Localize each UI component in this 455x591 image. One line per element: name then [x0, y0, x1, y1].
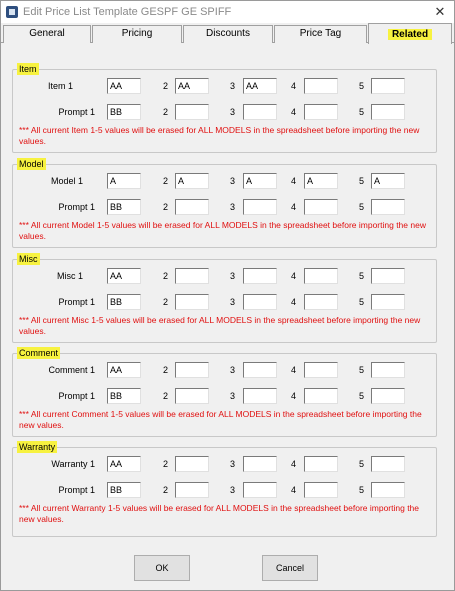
comment-prompt-field-4[interactable]: [304, 388, 338, 404]
column-number: 2: [163, 176, 169, 186]
group-comment: [12, 348, 437, 437]
misc-value-field-1[interactable]: AA: [107, 268, 141, 284]
warranty-value-field-4[interactable]: [304, 456, 338, 472]
tab-discounts[interactable]: [183, 25, 273, 43]
item-prompt-field-5[interactable]: [371, 104, 405, 120]
model-value-field-3[interactable]: A: [243, 173, 277, 189]
comment-prompt-field-2[interactable]: [175, 388, 209, 404]
group-model: [12, 159, 437, 248]
misc-prompt-field-3[interactable]: [243, 294, 277, 310]
prompt-label: Prompt 1: [58, 391, 95, 401]
model-value-field-5[interactable]: A: [371, 173, 405, 189]
column-number: 4: [291, 271, 297, 281]
group-title: Item: [19, 64, 37, 74]
misc-value-field-4[interactable]: [304, 268, 338, 284]
column-number: 5: [359, 365, 365, 375]
warning-text: *** All current Model 1-5 values will be erased for ALL MODELS in the spreadsheet before importing the new values.: [19, 220, 426, 241]
tab-strip: [1, 23, 454, 43]
warranty-value-field-3[interactable]: [243, 456, 277, 472]
warning-text: *** All current Comment 1-5 values will be erased for ALL MODELS in the spreadsheet before importing the new values.: [19, 409, 422, 430]
column-number: 5: [359, 459, 365, 469]
tab-label: Pricing: [121, 28, 153, 39]
misc-value-field-5[interactable]: [371, 268, 405, 284]
model-value-field-1[interactable]: A: [107, 173, 141, 189]
title-bar: [1, 1, 454, 23]
tab-general[interactable]: [3, 25, 91, 43]
column-number: 4: [291, 107, 297, 117]
column-number: 2: [163, 81, 169, 91]
column-number: 3: [230, 485, 236, 495]
prompt-label: Prompt 1: [58, 297, 95, 307]
column-number: 5: [359, 485, 365, 495]
misc-prompt-field-4[interactable]: [304, 294, 338, 310]
item-prompt-field-4[interactable]: [304, 104, 338, 120]
window-title: Edit Price List Template GESPF GE SPIFF: [23, 6, 232, 18]
prompt-label: Prompt 1: [58, 485, 95, 495]
warning-text: *** All current Misc 1-5 values will be erased for ALL MODELS in the spreadsheet before importing the new values.: [19, 315, 421, 336]
warranty-prompt-field-1[interactable]: BB: [107, 482, 141, 498]
column-number: 4: [291, 365, 297, 375]
warning-text: *** All current Item 1-5 values will be erased for ALL MODELS in the spreadsheet before importing the new values.: [19, 125, 420, 146]
row-label: Item 1: [47, 81, 73, 91]
tab-price-tag[interactable]: [274, 25, 367, 43]
column-number: 3: [230, 202, 236, 212]
model-value-field-4[interactable]: A: [304, 173, 338, 189]
group-title: Comment: [19, 348, 59, 358]
column-number: 2: [163, 107, 169, 117]
tab-label: General: [29, 28, 65, 39]
warranty-value-field-5[interactable]: [371, 456, 405, 472]
prompt-label: Prompt 1: [58, 107, 95, 117]
comment-value-field-2[interactable]: [175, 362, 209, 378]
column-number: 3: [230, 271, 236, 281]
item-value-field-5[interactable]: [371, 78, 405, 94]
warranty-value-field-2[interactable]: [175, 456, 209, 472]
cancel-button[interactable]: Cancel: [262, 555, 318, 581]
warranty-prompt-field-5[interactable]: [371, 482, 405, 498]
group-title: Model: [19, 159, 44, 169]
column-number: 3: [230, 391, 236, 401]
row-label: Comment 1: [48, 365, 95, 375]
column-number: 3: [230, 107, 236, 117]
tab-label: Price Tag: [299, 28, 342, 39]
model-prompt-field-1[interactable]: BB: [107, 199, 141, 215]
column-number: 5: [359, 271, 365, 281]
column-number: 5: [359, 176, 365, 186]
comment-value-field-4[interactable]: [304, 362, 338, 378]
comment-value-field-5[interactable]: [371, 362, 405, 378]
close-icon[interactable]: ✕: [434, 4, 446, 19]
prompt-label: Prompt 1: [58, 202, 95, 212]
column-number: 5: [359, 297, 365, 307]
group-warranty: [12, 442, 437, 537]
misc-value-field-3[interactable]: [243, 268, 277, 284]
tab-label: Discounts: [206, 28, 250, 39]
column-number: 3: [230, 176, 236, 186]
model-prompt-field-4[interactable]: [304, 199, 338, 215]
item-prompt-field-3[interactable]: [243, 104, 277, 120]
row-label: Model 1: [50, 176, 83, 186]
column-number: 3: [230, 297, 236, 307]
column-number: 2: [163, 202, 169, 212]
column-number: 4: [291, 297, 297, 307]
column-number: 5: [359, 391, 365, 401]
model-value-field-2[interactable]: A: [175, 173, 209, 189]
column-number: 4: [291, 485, 297, 495]
column-number: 3: [230, 365, 236, 375]
tab-related[interactable]: [368, 23, 452, 44]
warranty-prompt-field-3[interactable]: [243, 482, 277, 498]
item-value-field-4[interactable]: [304, 78, 338, 94]
item-value-field-1[interactable]: AA: [107, 78, 141, 94]
column-number: 4: [291, 391, 297, 401]
app-icon: [6, 6, 18, 18]
column-number: 5: [359, 107, 365, 117]
model-prompt-field-5[interactable]: [371, 199, 405, 215]
misc-prompt-field-5[interactable]: [371, 294, 405, 310]
column-number: 4: [291, 81, 297, 91]
column-number: 4: [291, 176, 297, 186]
item-prompt-field-2[interactable]: [175, 104, 209, 120]
group-title: Warranty: [19, 442, 56, 452]
column-number: 4: [291, 459, 297, 469]
misc-prompt-field-1[interactable]: BB: [107, 294, 141, 310]
column-number: 3: [230, 459, 236, 469]
column-number: 2: [163, 365, 169, 375]
column-number: 2: [163, 271, 169, 281]
comment-value-field-3[interactable]: [243, 362, 277, 378]
row-label: Misc 1: [56, 271, 83, 281]
item-prompt-field-1[interactable]: BB: [107, 104, 141, 120]
column-number: 2: [163, 391, 169, 401]
model-prompt-field-2[interactable]: [175, 199, 209, 215]
comment-prompt-field-1[interactable]: BB: [107, 388, 141, 404]
warning-text: *** All current Warranty 1-5 values will be erased for ALL MODELS in the spreadsheet before importing the new values.: [19, 503, 420, 524]
item-value-field-3[interactable]: AA: [243, 78, 277, 94]
comment-value-field-1[interactable]: AA: [107, 362, 141, 378]
misc-prompt-field-2[interactable]: [175, 294, 209, 310]
group-title: Misc: [19, 254, 38, 264]
model-prompt-field-3[interactable]: [243, 199, 277, 215]
column-number: 5: [359, 81, 365, 91]
row-label: Warranty 1: [51, 459, 95, 469]
item-value-field-2[interactable]: AA: [175, 78, 209, 94]
warranty-prompt-field-2[interactable]: [175, 482, 209, 498]
column-number: 2: [163, 459, 169, 469]
comment-prompt-field-5[interactable]: [371, 388, 405, 404]
group-item: [12, 64, 437, 153]
tab-label: Related: [388, 29, 432, 40]
column-number: 4: [291, 202, 297, 212]
column-number: 5: [359, 202, 365, 212]
tab-pricing[interactable]: [92, 25, 182, 43]
warranty-value-field-1[interactable]: AA: [107, 456, 141, 472]
column-number: 2: [163, 485, 169, 495]
group-misc: [12, 254, 437, 343]
warranty-prompt-field-4[interactable]: [304, 482, 338, 498]
misc-value-field-2[interactable]: [175, 268, 209, 284]
column-number: 3: [230, 81, 236, 91]
ok-button[interactable]: OK: [134, 555, 190, 581]
comment-prompt-field-3[interactable]: [243, 388, 277, 404]
column-number: 2: [163, 297, 169, 307]
